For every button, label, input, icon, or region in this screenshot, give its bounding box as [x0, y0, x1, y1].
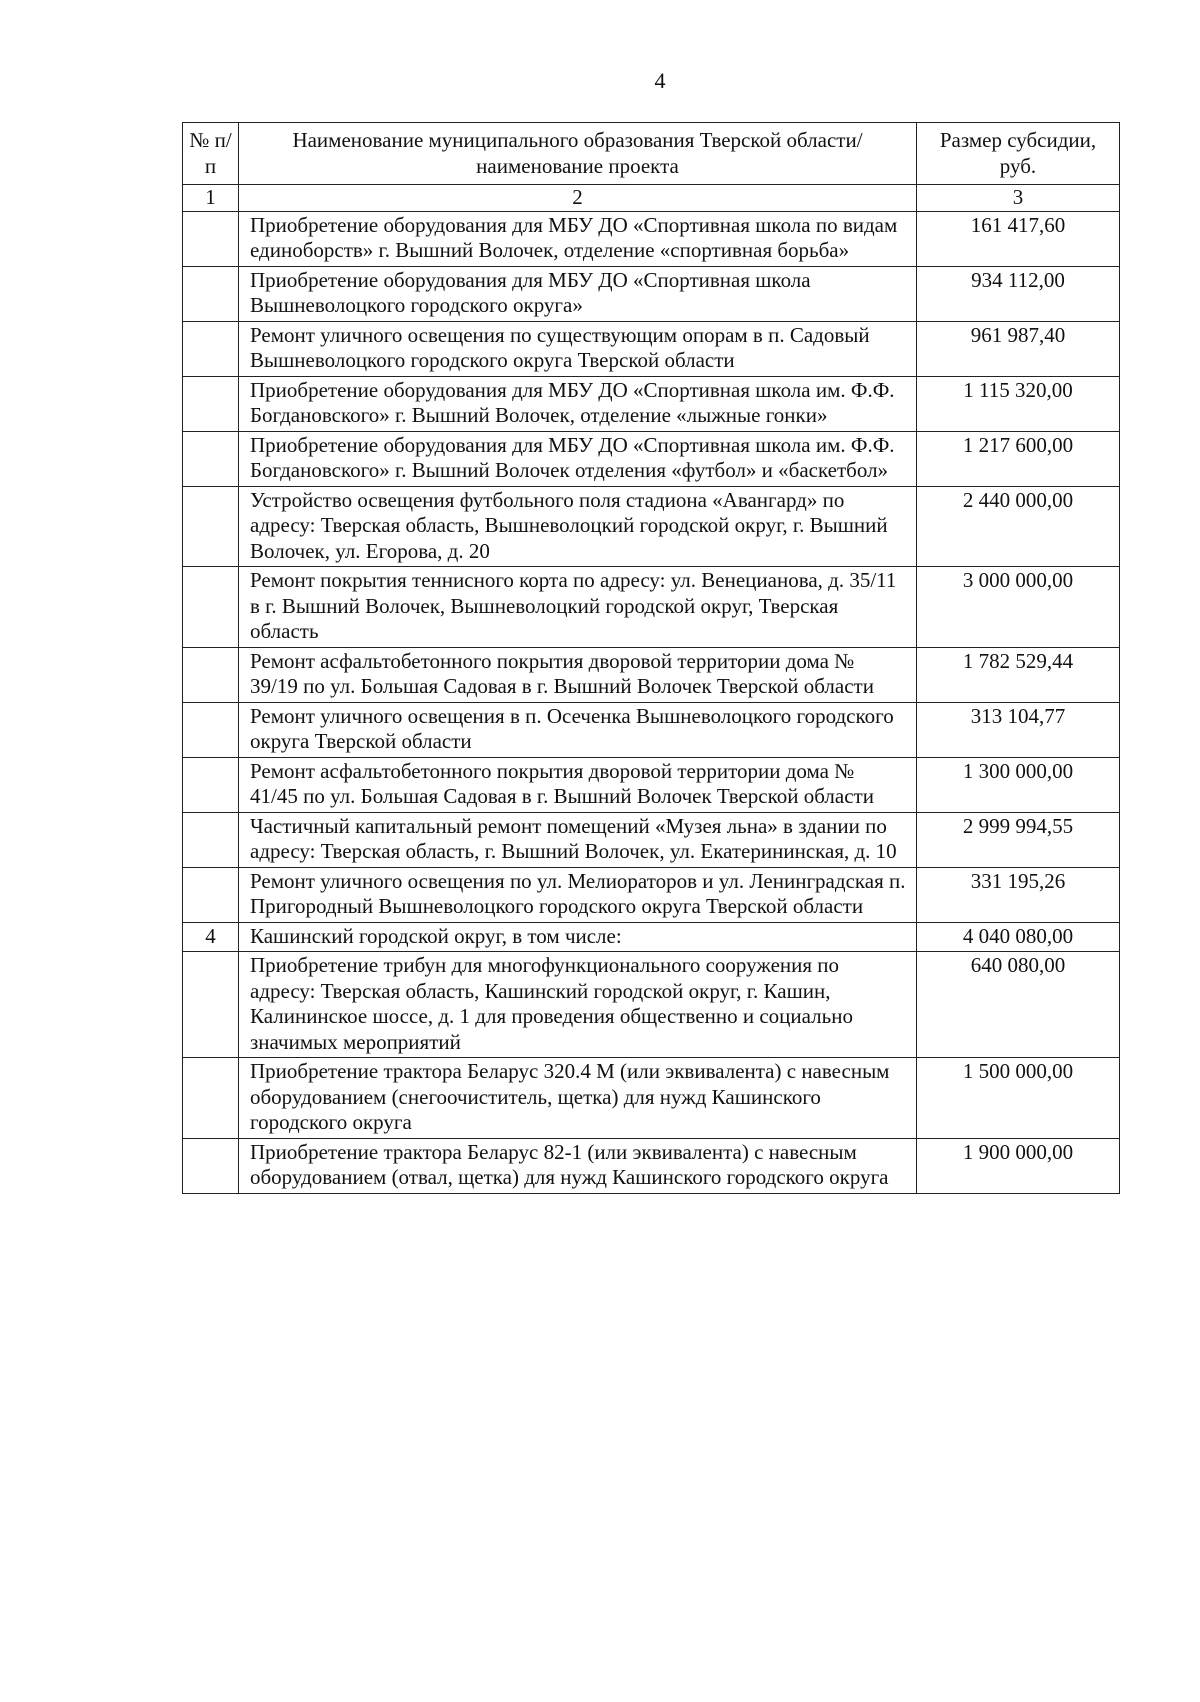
column-number: 1 [183, 185, 239, 212]
row-number [183, 376, 239, 431]
table-row [183, 321, 1120, 376]
row-number [183, 647, 239, 702]
subsidy-table-container [182, 122, 1119, 1194]
row-number [183, 211, 239, 266]
subsidy-table [182, 122, 1120, 1194]
column-number: 2 [239, 185, 917, 212]
subsidy-amount: 3 000 000,00 [917, 567, 1120, 648]
row-number: 4 [183, 922, 239, 952]
project-name: Кашинский городской округ, в том числе: [239, 922, 917, 952]
header-amount: Размер субсидии, руб. [917, 123, 1120, 185]
table-row [183, 376, 1120, 431]
subsidy-amount: 2 999 994,55 [917, 812, 1120, 867]
project-name: Приобретение трибун для многофункционального сооружения по адресу: Тверская область, Кашинский городской округ, г. Кашин, Калининское шоссе, д. 1 для проведения общественно и социально значимых мероприятий [239, 952, 917, 1058]
project-name: Ремонт асфальтобетонного покрытия дворовой территории дома № 41/45 по ул. Большая Садовая в г. Вышний Волочек Тверской области [239, 757, 917, 812]
subsidy-amount: 1 217 600,00 [917, 431, 1120, 486]
project-name: Приобретение оборудования для МБУ ДО «Спортивная школа Вышневолоцкого городского округа» [239, 266, 917, 321]
table-row [183, 1058, 1120, 1139]
table-row [183, 952, 1120, 1058]
project-name: Ремонт уличного освещения по существующим опорам в п. Садовый Вышневолоцкого городского округа Тверской области [239, 321, 917, 376]
subsidy-amount: 331 195,26 [917, 867, 1120, 922]
row-number [183, 702, 239, 757]
subsidy-amount: 1 900 000,00 [917, 1138, 1120, 1193]
table-row [183, 702, 1120, 757]
column-number: 3 [917, 185, 1120, 212]
project-name: Ремонт покрытия теннисного корта по адресу: ул. Венецианова, д. 35/11 в г. Вышний Волочек, Вышневолоцкий городской округ, Тверская область [239, 567, 917, 648]
project-name: Устройство освещения футбольного поля стадиона «Авангард» по адресу: Тверская область, Вышневолоцкий городской округ, г. Вышний Волочек, ул. Егорова, д. 20 [239, 486, 917, 567]
subsidy-amount: 961 987,40 [917, 321, 1120, 376]
project-name: Приобретение трактора Беларус 82-1 (или эквивалента) с навесным оборудованием (отвал, щетка) для нужд Кашинского городского округа [239, 1138, 917, 1193]
subsidy-amount: 2 440 000,00 [917, 486, 1120, 567]
subsidy-amount: 4 040 080,00 [917, 922, 1120, 952]
row-number [183, 266, 239, 321]
header-number: № п/п [183, 123, 239, 185]
project-name: Ремонт уличного освещения в п. Осеченка Вышневолоцкого городского округа Тверской области [239, 702, 917, 757]
project-name: Ремонт асфальтобетонного покрытия дворовой территории дома № 39/19 по ул. Большая Садовая в г. Вышний Волочек Тверской области [239, 647, 917, 702]
subsidy-amount: 1 300 000,00 [917, 757, 1120, 812]
project-name: Приобретение трактора Беларус 320.4 М (или эквивалента) с навесным оборудованием (снегоочиститель, щетка) для нужд Кашинского городского округа [239, 1058, 917, 1139]
project-name: Приобретение оборудования для МБУ ДО «Спортивная школа по видам единоборств» г. Вышний Волочек, отделение «спортивная борьба» [239, 211, 917, 266]
project-name: Приобретение оборудования для МБУ ДО «Спортивная школа им. Ф.Ф. Богдановского» г. Вышний Волочек, отделение «лыжные гонки» [239, 376, 917, 431]
subsidy-amount: 161 417,60 [917, 211, 1120, 266]
table-row [183, 211, 1120, 266]
row-number [183, 867, 239, 922]
table-row [183, 757, 1120, 812]
project-name: Приобретение оборудования для МБУ ДО «Спортивная школа им. Ф.Ф. Богдановского» г. Вышний Волочек отделения «футбол» и «баскетбол» [239, 431, 917, 486]
row-number [183, 1058, 239, 1139]
row-number [183, 431, 239, 486]
row-number [183, 952, 239, 1058]
subsidy-amount: 1 115 320,00 [917, 376, 1120, 431]
table-row [183, 266, 1120, 321]
row-number [183, 1138, 239, 1193]
project-name: Частичный капитальный ремонт помещений «Музея льна» в здании по адресу: Тверская область, г. Вышний Волочек, ул. Екатерининская, д. 10 [239, 812, 917, 867]
header-name: Наименование муниципального образования Тверской области/наименование проекта [239, 123, 917, 185]
column-numbers-row [183, 185, 1120, 212]
subsidy-amount: 1 500 000,00 [917, 1058, 1120, 1139]
table-row [183, 567, 1120, 648]
table-row [183, 812, 1120, 867]
table-header-row [183, 123, 1120, 185]
table-row [183, 431, 1120, 486]
table-row [183, 647, 1120, 702]
row-number [183, 812, 239, 867]
subsidy-amount: 934 112,00 [917, 266, 1120, 321]
subsidy-amount: 313 104,77 [917, 702, 1120, 757]
table-row [183, 922, 1120, 952]
row-number [183, 757, 239, 812]
table-row [183, 486, 1120, 567]
table-row [183, 1138, 1120, 1193]
table-row [183, 867, 1120, 922]
project-name: Ремонт уличного освещения по ул. Мелиораторов и ул. Ленинградская п. Пригородный Вышневолоцкого городского округа Тверской области [239, 867, 917, 922]
page-number: 4 [654, 68, 666, 93]
row-number [183, 321, 239, 376]
row-number [183, 486, 239, 567]
subsidy-amount: 1 782 529,44 [917, 647, 1120, 702]
subsidy-amount: 640 080,00 [917, 952, 1120, 1058]
row-number [183, 567, 239, 648]
